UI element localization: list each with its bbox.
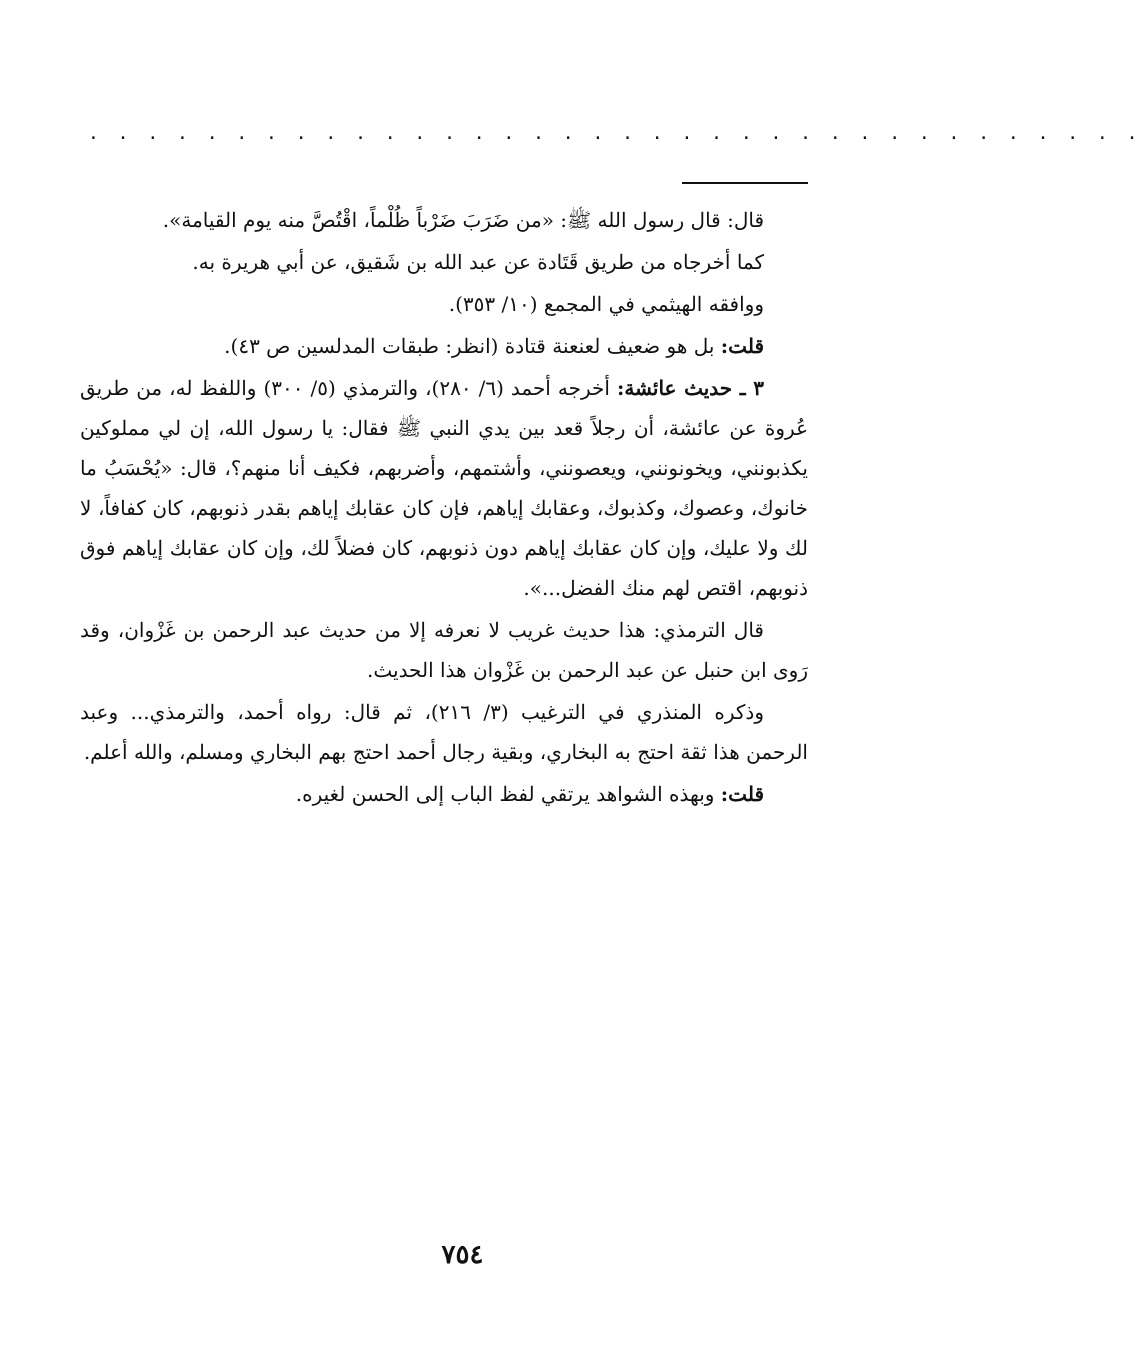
paragraph-conclusion bbox=[80, 774, 808, 814]
paragraph-text: بل هو ضعيف لعنعنة قتادة (انظر: طبقات المدلسين ص ٤٣). bbox=[224, 334, 721, 358]
paragraph-haythami bbox=[80, 284, 808, 324]
paragraph-lead: ٣ ـ حديث عائشة: bbox=[616, 376, 764, 400]
paragraph-takhrij bbox=[80, 242, 808, 282]
paragraph-aisha-hadith bbox=[80, 368, 808, 608]
paragraph-text: ووافقه الهيثمي في المجمع (١٠/ ٣٥٣). bbox=[448, 292, 764, 316]
footnote-text-block bbox=[80, 200, 808, 816]
paragraph-lead: قلت: bbox=[720, 782, 764, 806]
paragraph-lead: قلت: bbox=[720, 334, 764, 358]
dotted-separator: . . . . . . . . . . . . . . . . . . . . . . . . . . . . . . . . . . . . bbox=[88, 123, 1141, 144]
paragraph-text: وذكره المنذري في الترغيب (٣/ ٢١٦)، ثم قال: رواه أحمد، والترمذي... وعبد الرحمن هذا ثقة احتج به البخاري، وبقية رجال أحمد احتج بهم البخاري ومسلم، والله أعلم. bbox=[80, 700, 808, 764]
paragraph-tirmidhi-comment bbox=[80, 610, 808, 690]
paragraph-text: قال الترمذي: هذا حديث غريب لا نعرفه إلا من حديث عبد الرحمن بن غَزْوان، وقد رَوى ابن حنبل عن عبد الرحمن بن غَزْوان هذا الحديث. bbox=[80, 618, 808, 682]
paragraph-text: قال: قال رسول الله ﷺ: «من ضَرَبَ ضَرْباً ظُلْماً، اقْتُصَّ منه يوم القيامة». bbox=[162, 208, 764, 232]
paragraph-text: كما أخرجاه من طريق قَتَادة عن عبد الله بن شَقيق، عن أبي هريرة به. bbox=[192, 250, 764, 274]
page-number: ٧٥٤ bbox=[441, 1240, 484, 1270]
footnote-rule bbox=[682, 182, 808, 184]
paragraph-text: وبهذه الشواهد يرتقي لفظ الباب إلى الحسن لغيره. bbox=[295, 782, 721, 806]
paragraph-mundhiri bbox=[80, 692, 808, 772]
paragraph-hadith-quote bbox=[80, 200, 808, 240]
paragraph-author-note bbox=[80, 326, 808, 366]
paragraph-text: أخرجه أحمد (٦/ ٢٨٠)، والترمذي (٥/ ٣٠٠) واللفظ له، من طريق عُروة عن عائشة، أن رجلاً قعد بين يدي النبي ﷺ فقال: يا رسول الله، إن لي مملوكين يكذبونني، ويخونونني، ويعصونني، وأشتمهم، وأضربهم، فكيف أنا منهم؟، قال: «يُحْسَبُ ما خانوك، وعصوك، وكذبوك، وعقابك إياهم، فإن كان عقابك إياهم بقدر ذنوبهم، كان كفافاً، لا لك ولا عليك، وإن كان عقابك إياهم دون ذنوبهم، كان فضلاً لك، وإن كان عقابك إياهم فوق ذنوبهم، اقتص لهم منك الفضل...». bbox=[80, 376, 808, 600]
